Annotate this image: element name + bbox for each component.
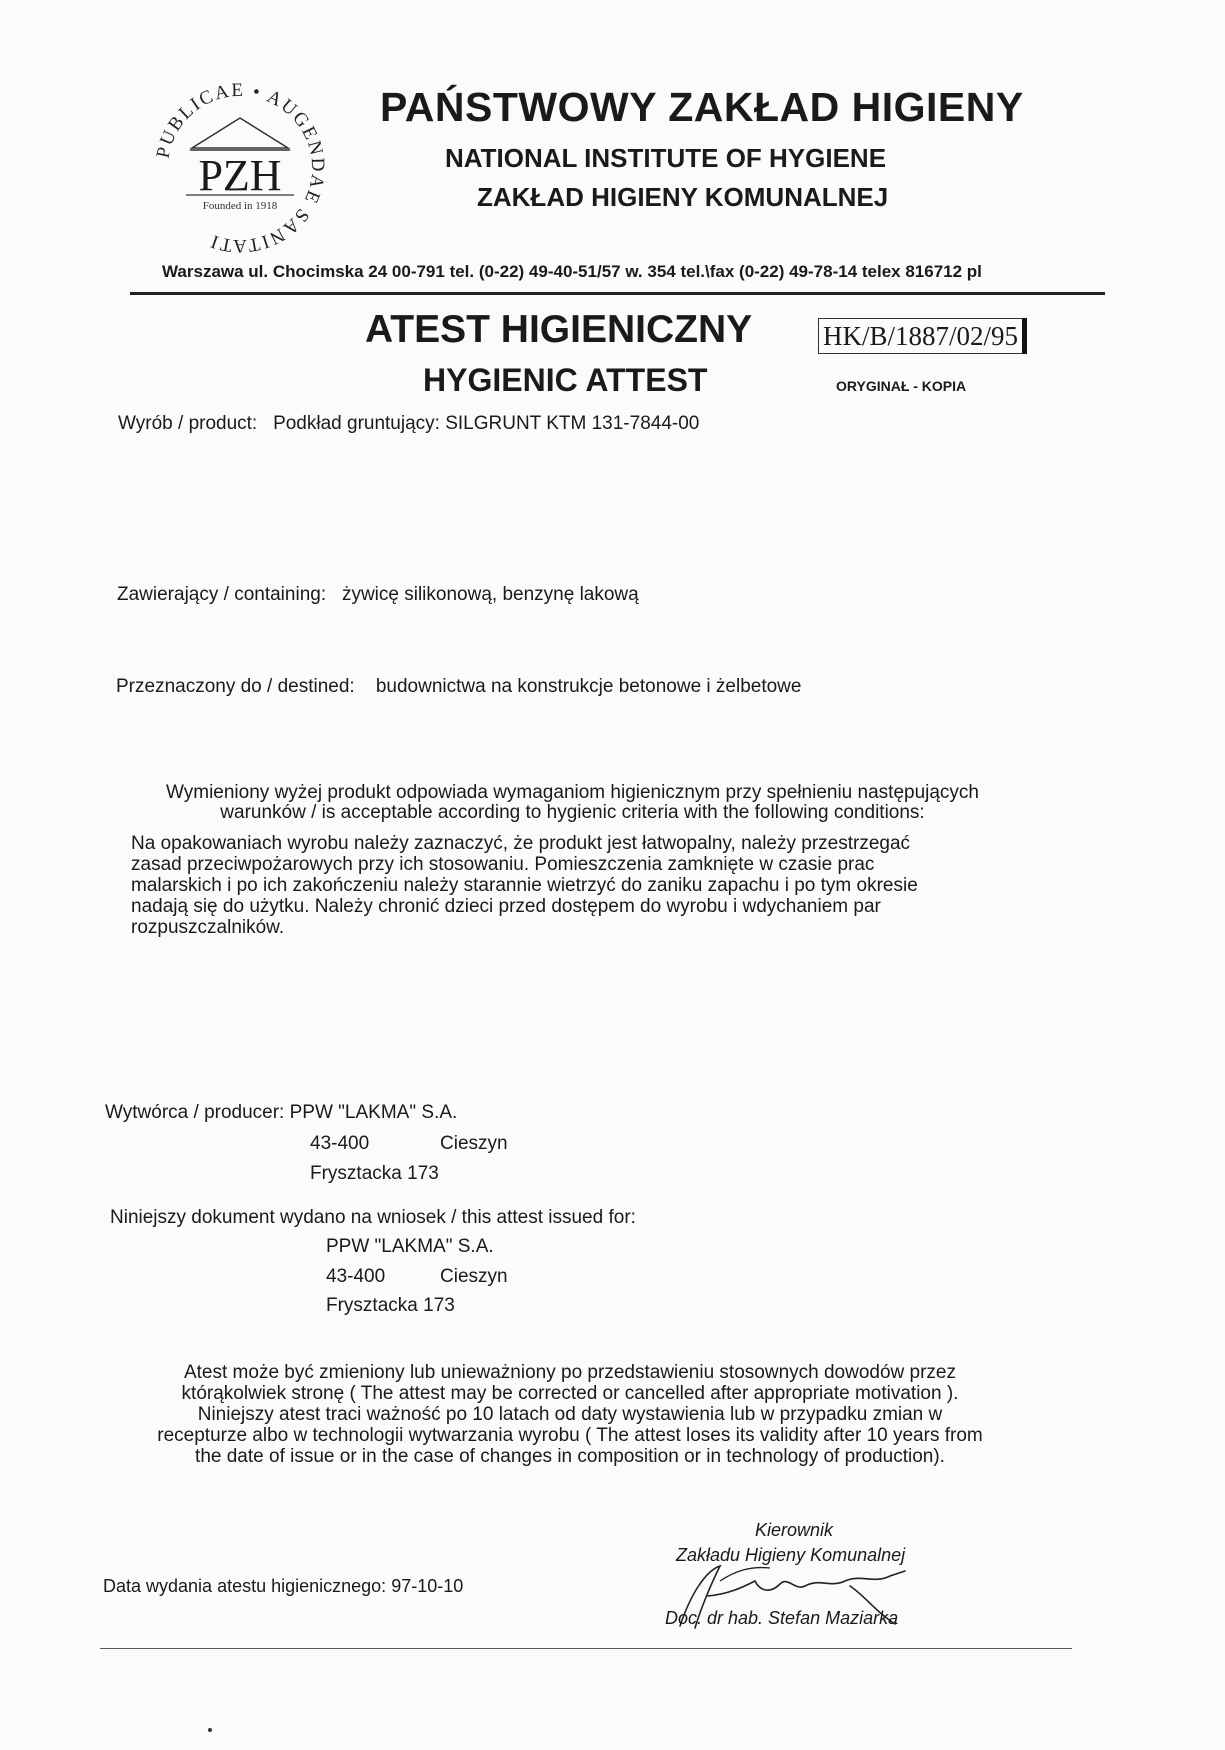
producer-name: PPW "LAKMA" S.A. — [289, 1102, 458, 1123]
notes-line: Atest może być zmieniony lub unieważniony po przedstawieniu stosownych dowodów przez — [183, 1362, 956, 1383]
issued-for-name: PPW "LAKMA" S.A. — [326, 1236, 494, 1257]
signatory-name: Doc. dr hab. Stefan Maziarka — [665, 1608, 899, 1628]
producer-label: Wytwórca / producer: — [105, 1102, 285, 1123]
conditions-line: rozpuszczalników. — [131, 917, 285, 938]
notes-line: the date of issue or in the case of changes in composition or in technology of production). — [195, 1446, 945, 1467]
conditions-text — [131, 833, 1031, 938]
conditions-line: Na opakowaniach wyrobu należy zaznaczyć, że produkt jest łatwopalny, należy przestrzegać — [131, 833, 911, 854]
producer-city: Cieszyn — [440, 1133, 508, 1154]
attest-title-pl: ATEST HIGIENICZNY — [365, 308, 753, 351]
issued-for-street: Frysztacka 173 — [326, 1295, 455, 1316]
scan-speck — [208, 1728, 212, 1732]
seal-founded: Founded in 1918 — [202, 200, 278, 212]
original-copy-label: ORYGINAŁ - KOPIA — [836, 378, 967, 394]
conditions-intro-2: warunków / is acceptable according to hygienic criteria with the following conditions: — [220, 802, 925, 823]
conditions-line: malarskich i po ich zakończeniu należy starannie wietrzyć do zaniku zapachu i po tym okresie — [131, 875, 918, 896]
pzh-seal — [150, 78, 330, 258]
notes-line: recepturze albo w technologii wytwarzania wyrobu ( The attest loses its validity after 10 years from — [157, 1425, 983, 1446]
conditions-line: nadają się do użytku. Należy chronić dzieci przed dostępem do wyrobu i wdychaniem par — [131, 896, 881, 917]
containing-value: żywicę silikonową, benzynę lakową — [341, 584, 639, 605]
conditions-intro-1: Wymieniony wyżej produkt odpowiada wymaganiom higienicznym przy spełnieniu następujących — [165, 782, 979, 803]
conditions-line: zasad przeciwpożarowych przy ich stosowaniu. Pomieszczenia zamknięte w czasie prac — [131, 854, 875, 875]
containing-row — [117, 584, 639, 606]
footer-divider — [100, 1648, 1072, 1649]
attest-title-en: HYGIENIC ATTEST — [423, 362, 708, 398]
institute-name-en: NATIONAL INSTITUTE OF HYGIENE — [445, 143, 887, 173]
issued-for-postcode: 43-400 — [326, 1266, 386, 1287]
attest-number: HK/B/1887/02/95 — [818, 318, 1027, 354]
producer-postcode: 43-400 — [310, 1133, 370, 1154]
seal-monogram: PZH — [198, 151, 282, 200]
producer-street: Frysztacka 173 — [310, 1163, 439, 1184]
issue-date: 97-10-10 — [391, 1576, 464, 1596]
issued-for-city: Cieszyn — [440, 1266, 508, 1287]
product-value: Podkład gruntujący: SILGRUNT KTM 131-7844-00 — [273, 413, 700, 434]
signatory-title: Kierownik — [755, 1520, 834, 1540]
notes-line: którąkolwiek stronę ( The attest may be corrected or cancelled after appropriate motivation ). — [181, 1383, 959, 1404]
seal-ring-text: PUBLICAE • AUGENDAE SANITATI — [152, 79, 329, 257]
institute-name-pl: PAŃSTWOWY ZAKŁAD HIGIENY — [380, 84, 1024, 130]
header-divider — [130, 292, 1105, 295]
destined-label: Przeznaczony do / destined: — [116, 676, 355, 697]
issue-date-label: Data wydania atestu higienicznego: — [103, 1576, 387, 1596]
institute-address: Warszawa ul. Chocimska 24 00-791 tel. (0-22) 49-40-51/57 w. 354 tel.\fax (0-22) 49-78-14 telex 816712 pl — [162, 262, 982, 281]
producer-row — [105, 1102, 457, 1124]
product-label: Wyrób / product: — [118, 413, 258, 434]
signatory-organization: Zakładu Higieny Komunalnej — [676, 1545, 906, 1565]
notes-line: Niniejszy atest traci ważność po 10 latach od daty wystawienia lub w przypadku zmian w — [197, 1404, 943, 1425]
destined-row — [116, 676, 801, 698]
notes-text — [110, 1362, 1030, 1467]
destined-value: budownictwa na konstrukcje betonowe i żelbetowe — [375, 676, 802, 697]
product-row — [118, 413, 699, 435]
issued-for-label: Niniejszy dokument wydano na wniosek / this attest issued for: — [110, 1207, 636, 1228]
department-name: ZAKŁAD HIGIENY KOMUNALNEJ — [477, 182, 889, 212]
issue-row — [103, 1576, 463, 1597]
containing-label: Zawierający / containing: — [117, 584, 327, 605]
